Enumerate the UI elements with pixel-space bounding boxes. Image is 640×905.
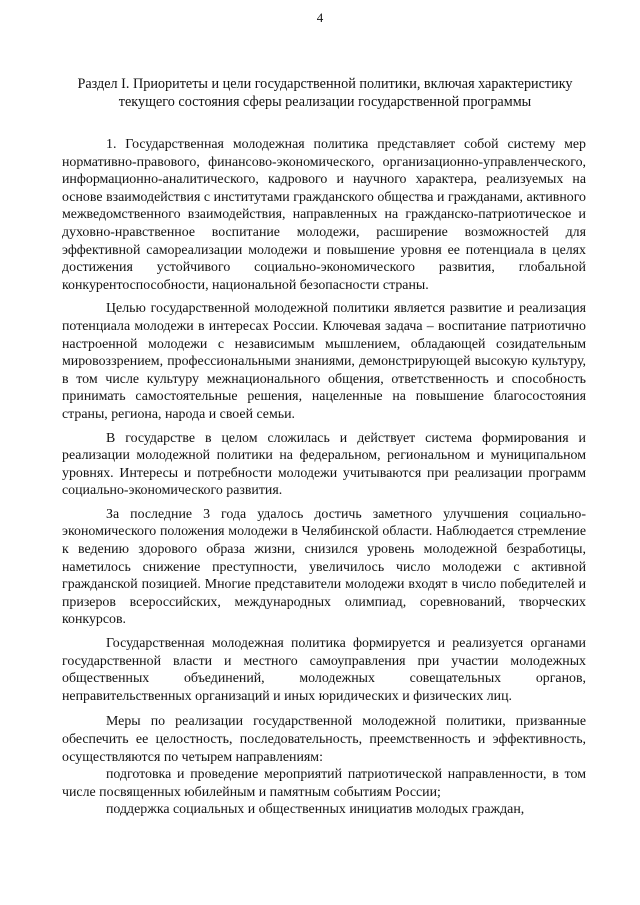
list-item-2: поддержка социальных и общественных инициатив молодых граждан, [106, 802, 525, 818]
paragraph-5: Государственная молодежная политика формируется и реализуется органами государственной власти и местного самоуправления при участии молодежных общественных объединений, молодежных совещательных органов, неправительственных организаций и иных юридических и физических лиц. [62, 636, 586, 704]
section-title: Раздел I. Приоритеты и цели государственной политики, включая характеристику текущего состояния сферы реализации государственной программы [77, 76, 573, 110]
paragraph-6: Меры по реализации государственной молодежной политики, призванные обеспечить ее целостность, последовательность, преемственность и эффективность, осуществляются по четырем направлениям: [62, 714, 586, 765]
list-item-1: подготовка и проведение мероприятий патриотической направленности, в том числе посвященных юбилейным и памятным событиям России; [62, 767, 586, 800]
paragraph-1: 1. Государственная молодежная политика представляет собой систему мер нормативно-правового, финансово-экономического, организационно-управленческого, информационно-аналитического, кадрового и научного характера, реализуемых на основе взаимодействия с институтами гражданского общества и гражданами, активного межведомственного взаимодействия, направленных на гражданско-патриотическое и духовно-нравственное воспитание молодежи, расширение возможностей для эффективной самореализации молодежи и повышение уровня ее потенциала в целях достижения устойчивого социально-экономического развития, глобальной конкурентоспособности, национальной безопасности страны. [62, 137, 586, 293]
page-number: 4 [316, 10, 324, 25]
paragraph-4: За последние 3 года удалось достичь заметного улучшения социально-экономического положения молодежи в Челябинской области. Наблюдается стремление к ведению здорового образа жизни, снизился уровень молодежной безработицы, наметилось снижение преступности, увеличилось число молодежи с активной гражданской позицией. Многие представители молодежи входят в число победителей и призеров всероссийских, международных олимпиад, соревнований, творческих конкурсов. [62, 506, 586, 628]
paragraph-2: Целью государственной молодежной политики является развитие и реализация потенциала молодежи в интересах России. Ключевая задача – воспитание патриотично настроенной молодежи с независимым мышлением, обладающей созидательным мировоззрением, профессиональными знаниями, демонстрирующей высокую культуру, в том числе культуру межнационального общения, ответственность и способность принимать самостоятельные решения, нацеленные на повышение благосостояния страны, региона, народа и своей семьи. [62, 301, 586, 422]
document-body [62, 136, 586, 819]
paragraph-3: В государстве в целом сложилась и действует система формирования и реализации молодежной политики на федеральном, региональном и муниципальном уровнях. Интересы и потребности молодежи учитываются при реализации программ социально-экономического развития. [62, 430, 586, 499]
